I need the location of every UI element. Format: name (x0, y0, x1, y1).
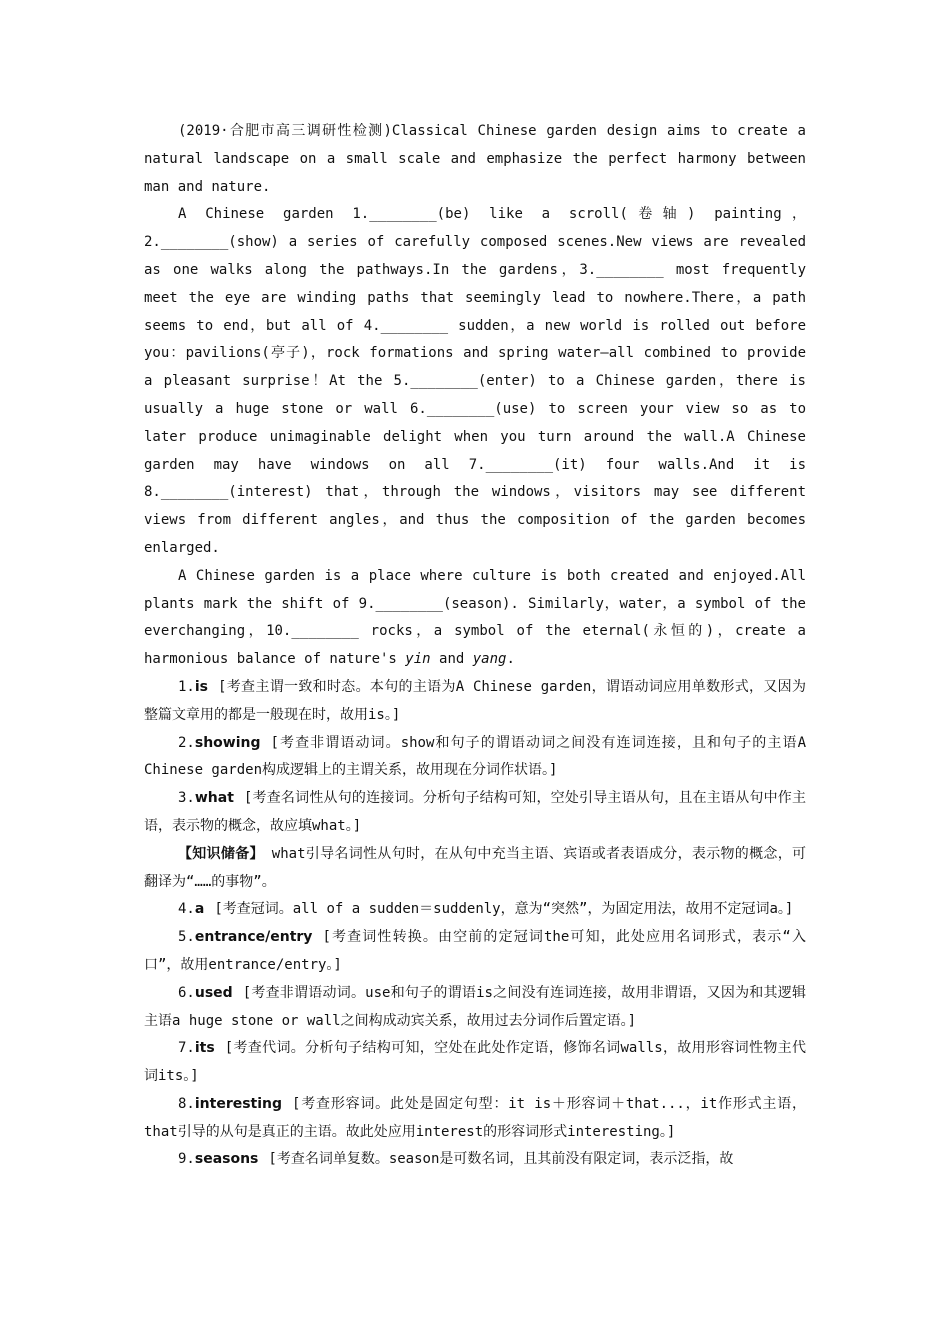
passage-yin: yin (405, 651, 431, 668)
answer-explanation: [考查冠词。all of a sudden＝suddenly，意为“突然”，为固定用法，故用不定冠词a。] (214, 901, 794, 918)
answer-key: used (194, 984, 233, 1001)
answer-explanation: [考查非谓语动词。use和句子的谓语is之间没有连词连接，故用非谓语，又因为和其逻辑主语a huge stone or wall之间构成动宾关系，故用过去分词作后置定语。] (144, 984, 806, 1029)
answer-item (144, 1146, 806, 1174)
answer-item (144, 674, 806, 730)
passage-paragraph-2: A Chinese garden 1.________(be) like a scroll(卷轴) painting，2.________(show) a series of carefully composed scenes.New views are revealed as one walks along the pathways.In the gardens，3.________ most frequently meet the eye are winding paths that seemingly lead to nowhere.There，a path seems to end，but all of 4.________ sudden，a new world is rolled out before you：pavilions(亭子)，rock formations and spring water—all combined to provide a pleasant surprise！At the 5.________(enter) to a Chinese garden，there is usually a huge stone or wall 6.________(use) to screen your view so as to later produce unimaginable delight when you turn around the wall.A Chinese garden may have windows on all 7.________(it) four walls.And it is 8.________(interest) that，through the windows，visitors may see different views from different angles，and thus the composition of the garden becomes enlarged. (144, 206, 806, 556)
knowledge-tip-text: what引导名词性从句时，在从句中充当主语、宾语或者表语成分，表示物的概念，可翻译为“……的事物”。 (144, 845, 806, 890)
answer-item (144, 924, 806, 980)
answer-explanation: [考查名词单复数。season是可数名词，且其前没有限定词，表示泛指，故 (268, 1151, 734, 1168)
answer-explanation: [考查形容词。此处是固定句型：it is＋形容词＋that...，it作形式主语，that引导的从句是真正的主语。故此处应用interest的形容词形式interesting。] (144, 1095, 806, 1140)
knowledge-tip (144, 841, 806, 897)
answer-item (144, 1035, 806, 1091)
document-page (144, 118, 806, 1174)
answer-item (144, 785, 806, 841)
answer-number: 3. (178, 790, 195, 807)
answer-item (144, 730, 806, 786)
answer-number: 1. (178, 678, 195, 695)
answer-number: 8. (178, 1095, 195, 1112)
passage-p3-text: A Chinese garden is a place where culture is both created and enjoyed.All plants mark the shift of 9.________(season). Similarly，water，a symbol of the everchanging，10.________ rocks，a symbol of the eternal(永恒的)，create a harmonious balance of nature's (144, 567, 806, 668)
answer-number: 4. (178, 901, 195, 918)
answer-key: entrance/entry (194, 929, 313, 946)
answer-explanation: [考查名词性从句的连接词。分析句子结构可知，空处引导主语从句，且在主语从句中作主语，表示物的概念，故应填what。] (144, 790, 806, 834)
answer-item (144, 896, 806, 924)
answer-number: 6. (178, 984, 195, 1001)
answer-item (144, 980, 806, 1036)
answer-key: seasons (194, 1151, 259, 1168)
answer-explanation: [考查代词。分析句子结构可知，空处在此处作定语，修饰名词walls，故用形容词性物主代词its。] (144, 1040, 806, 1085)
passage-and: and (430, 651, 473, 668)
answer-explanation: [考查非谓语动词。show和句子的谓语动词之间没有连词连接，且和句子的主语A Chinese garden构成逻辑上的主谓关系，故用现在分词作状语。] (144, 734, 806, 779)
answer-explanation: [考查词性转换。由空前的定冠词the可知，此处应用名词形式，表示“入口”，故用entrance/entry。] (144, 929, 806, 973)
passage-paragraph-3 (144, 563, 806, 674)
answer-number: 9. (178, 1151, 195, 1168)
answer-key: its (194, 1040, 215, 1057)
answer-number: 7. (178, 1040, 195, 1057)
answer-key: a (194, 901, 205, 918)
passage-paragraph-1: (2019·合肥市高三调研性检测)Classical Chinese garden design aims to create a natural landscape on a small scale and emphasize the perfect harmony between man and nature. (144, 123, 806, 195)
passage-end: . (506, 651, 515, 668)
answer-key: is (194, 678, 208, 695)
answer-number: 2. (178, 734, 195, 751)
answer-number: 5. (178, 929, 195, 946)
answer-key: showing (194, 734, 261, 751)
answer-key: what (194, 790, 234, 807)
answer-key: interesting (194, 1095, 283, 1112)
answer-item (144, 1091, 806, 1147)
knowledge-tip-label: 【知识储备】 (178, 845, 264, 862)
passage-yang: yang (472, 651, 507, 668)
answer-explanation: [考查主谓一致和时态。本句的主语为A Chinese garden，谓语动词应用单数形式，又因为整篇文章用的都是一般现在时，故用is。] (144, 678, 806, 723)
